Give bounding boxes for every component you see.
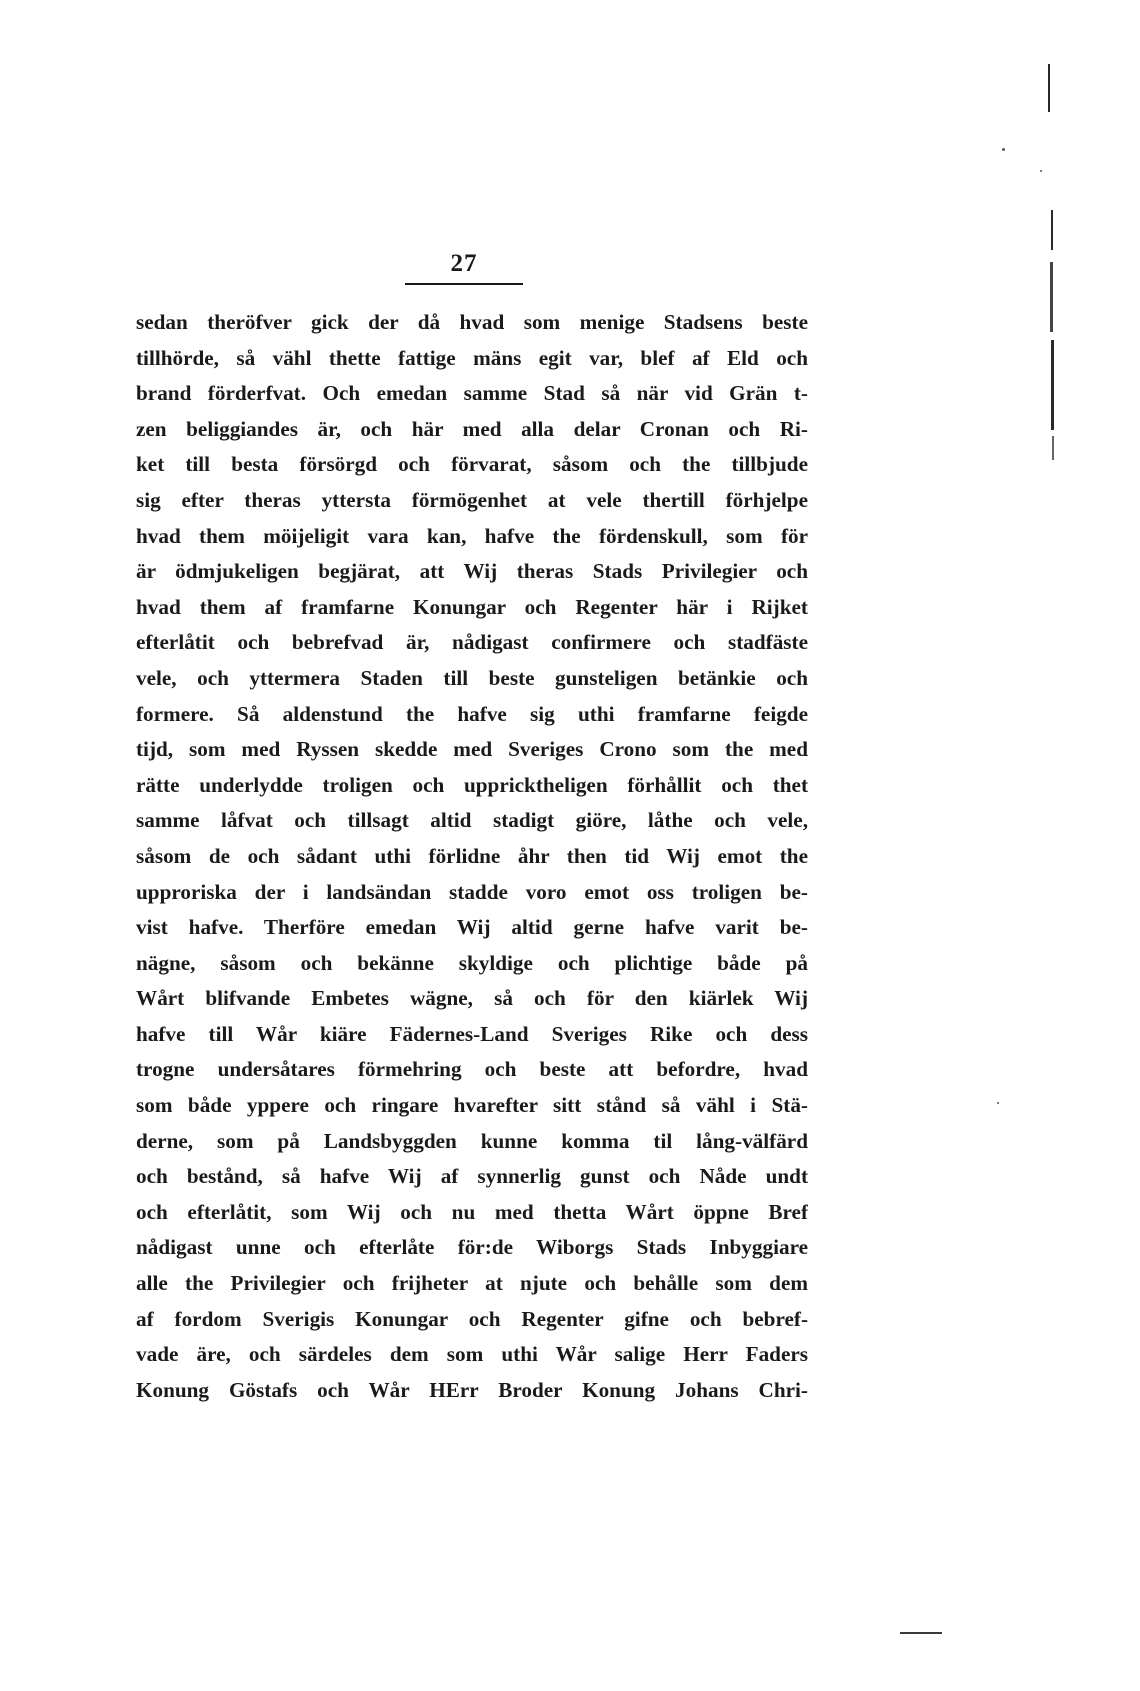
text-line: trogne undersåtares förmehring och beste att befordre, hvad xyxy=(136,1057,808,1082)
text-line: såsom de och sådant uthi förlidne åhr then tid Wij emot the xyxy=(136,843,808,868)
text-line: sedan theröfver gick der då hvad som menige Stadsens beste xyxy=(136,310,808,334)
text-line: brand förderfvat. Och emedan samme Stad så när vid Grän t- xyxy=(136,381,808,406)
text-line: vele, och yttermera Staden till beste gunsteligen betänkie och xyxy=(136,665,808,690)
text-line: zen beliggiandes är, och här med alla delar Cronan och Ri- xyxy=(136,416,808,441)
text-line: upproriska der i landsändan stadde voro emot oss troligen be- xyxy=(136,879,808,904)
page-number-rule xyxy=(405,283,523,285)
text-line: Wårt blifvande Embetes wägne, så och för den kiärlek Wij xyxy=(136,986,808,1011)
text-line: rätte underlydde troligen och uppricktheligen förhållit och thet xyxy=(136,772,808,797)
text-line: hvad them möijeligit vara kan, hafve the fördenskull, som för xyxy=(136,523,808,548)
scan-footer-mark xyxy=(900,1632,942,1634)
text-line: vade äre, och särdeles dem som uthi Wår salige Herr Faders xyxy=(136,1342,808,1367)
text-line: af fordom Sverigis Konungar och Regenter gifne och bebref- xyxy=(136,1306,808,1331)
text-line: vist hafve. Therföre emedan Wij altid gerne hafve varit be- xyxy=(136,915,808,940)
text-line: nägne, såsom och bekänne skyldige och plichtige både på xyxy=(136,950,808,975)
text-line: som både yppere och ringare hvarefter sitt stånd så vähl i Stä- xyxy=(136,1093,808,1118)
text-line: hvad them af framfarne Konungar och Regenter här i Rijket xyxy=(136,594,808,619)
text-line: och bestånd, så hafve Wij af synnerlig gunst och Nåde undt xyxy=(136,1164,808,1189)
text-line: är ödmjukeligen begjärat, att Wij theras Stads Privilegier och xyxy=(136,559,808,584)
scan-edge-mark xyxy=(1048,64,1050,112)
text-line: alle the Privilegier och frijheter at njute och behålle som dem xyxy=(136,1271,808,1296)
text-line: nådigast unne och efterlåte för:de Wiborgs Stads Inbyggiare xyxy=(136,1235,808,1260)
scan-edge-mark xyxy=(1051,210,1053,250)
text-line: och efterlåtit, som Wij och nu med thetta Wårt öppne Bref xyxy=(136,1199,808,1224)
text-line: Konung Göstafs och Wår HErr Broder Konung Johans Chri- xyxy=(136,1377,808,1402)
body-text xyxy=(136,305,808,1408)
text-line: tijd, som med Ryssen skedde med Sveriges Crono som the med xyxy=(136,737,808,762)
text-line: samme låfvat och tillsagt altid stadigt giöre, låthe och vele, xyxy=(136,808,808,833)
scan-speck xyxy=(997,1102,999,1104)
scan-edge-mark xyxy=(1050,262,1053,332)
text-line: derne, som på Landsbyggden kunne komma til lång-välfärd xyxy=(136,1128,808,1153)
text-line: formere. Så aldenstund the hafve sig uthi framfarne feigde xyxy=(136,701,808,726)
scan-speck xyxy=(1040,170,1042,172)
text-line: efterlåtit och bebrefvad är, nådigast confirmere och stadfäste xyxy=(136,630,808,655)
scan-edge-mark xyxy=(1051,340,1054,430)
scan-speck xyxy=(1002,148,1005,151)
page-number: 27 xyxy=(450,250,478,277)
scan-edge-mark xyxy=(1052,436,1054,460)
text-line: tillhörde, så vähl thette fattige mäns egit var, blef af Eld och xyxy=(136,345,808,370)
text-line: sig efter theras yttersta förmögenhet at vele thertill förhjelpe xyxy=(136,487,808,512)
text-line: hafve till Wår kiäre Fädernes-Land Sveriges Rike och dess xyxy=(136,1021,808,1046)
text-line: ket till besta försörgd och förvarat, såsom och the tillbjude xyxy=(136,452,808,477)
